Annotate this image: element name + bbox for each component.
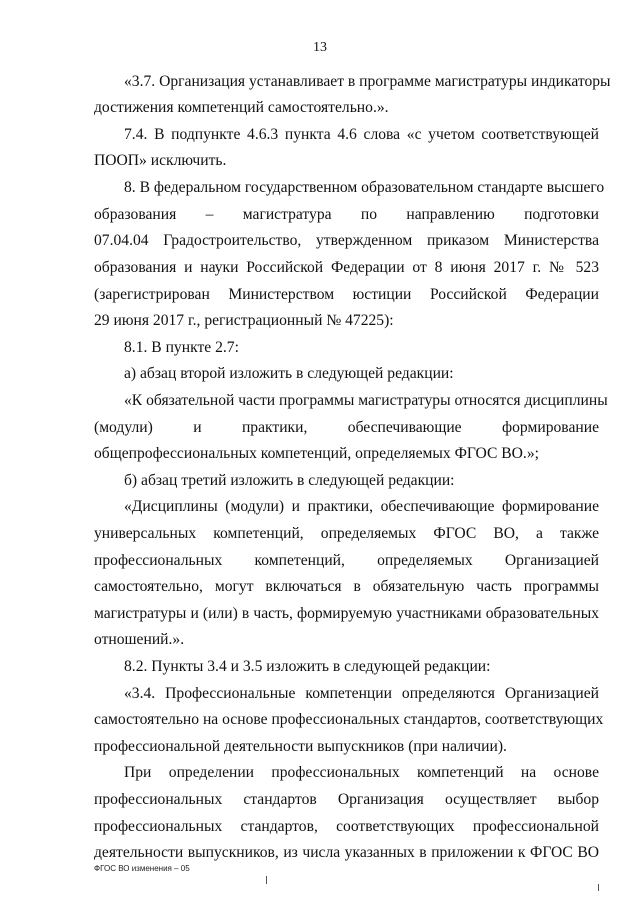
text-line: образования и науки Российской Федерации от 8 июня 2017 г. № 523 [94,259,599,276]
scan-mark [266,876,267,884]
text-line: 8. В федеральном государственном образовательном стандарте высшего [124,179,605,196]
text-line: профессиональных стандартов, соответствующих профессиональной [94,818,599,835]
page-number: 13 [313,40,327,55]
text-line: профессиональных компетенций, определяемых Организацией [94,552,599,569]
text-line: достижения компетенций самостоятельно.». [94,99,389,116]
text-line: самостоятельно, могут включаться в обязательную часть программы [94,578,599,595]
text-line: (зарегистрирован Министерством юстиции Российской Федерации [94,286,599,303]
text-line: «Дисциплины (модули) и практики, обеспечивающие формирование [124,498,599,515]
text-line: деятельности выпускников, из числа указанных в приложении к ФГОС ВО [94,844,599,861]
text-line: профессиональных стандартов Организация осуществляет выбор [94,791,599,808]
text-line: самостоятельно на основе профессиональных стандартов, соответствующих [94,711,604,728]
text-line: 7.4. В подпункте 4.6.3 пункта 4.6 слова «с учетом соответствующей [124,126,599,143]
text-line: профессиональной деятельности выпускников (при наличии). [94,738,507,755]
text-line: «3.7. Организация устанавливает в программе магистратуры индикаторы [124,73,611,90]
text-line: 29 июня 2017 г., регистрационный № 47225): [94,312,394,329]
footer-label: ФГОС ВО изменения – 05 [94,864,190,873]
text-line: (модули) и практики, обеспечивающие формирование [94,419,599,436]
scan-mark [598,884,599,891]
text-line: 8.2. Пункты 3.4 и 3.5 изложить в следующей редакции: [124,658,491,675]
text-line: магистратуры и (или) в часть, формируемую участниками образовательных [94,605,599,622]
text-line: «3.4. Профессиональные компетенции определяются Организацией [124,685,599,702]
text-line: а) абзац второй изложить в следующей редакции: [124,365,454,382]
text-line: 8.1. В пункте 2.7: [124,339,239,356]
text-line: «К обязательной части программы магистратуры относятся дисциплины [124,392,608,409]
text-line: ПООП» исключить. [94,152,227,169]
text-line: б) абзац третий изложить в следующей редакции: [124,472,455,489]
text-line: При определении профессиональных компетенций на основе [124,764,599,781]
text-line: общепрофессиональных компетенций, определяемых ФГОС ВО.»; [94,445,539,462]
text-line: универсальных компетенций, определяемых ФГОС ВО, а также [94,525,599,542]
text-line: 07.04.04 Градостроительство, утвержденном приказом Министерства [94,232,599,249]
text-line: образования – магистратура по направлению подготовки [94,206,599,223]
text-line: отношений.». [94,631,185,648]
